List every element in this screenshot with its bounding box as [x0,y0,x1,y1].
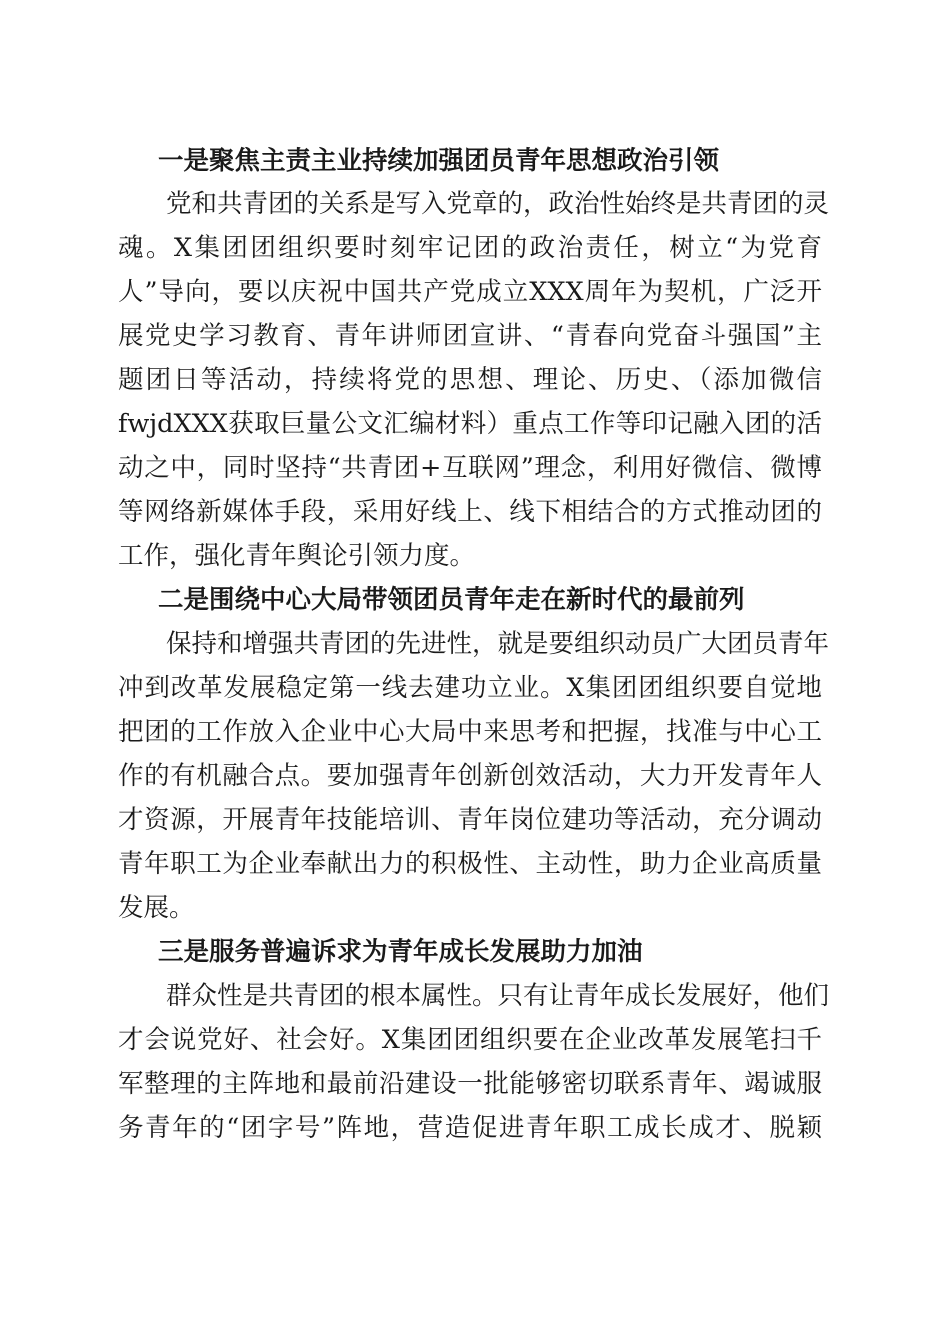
section-2-line-5: 才资源，开展青年技能培训、青年岗位建功等活动，充分调动 [118,805,822,835]
section-3-line-2: 才会说党好、社会好。X集团团组织要在企业改革发展笔扫千 [118,1025,822,1055]
section-3-heading: 三是服务普遍诉求为青年成长发展助力加油 [158,937,643,967]
section-1-line-8: 等网络新媒体手段，采用好线上、线下相结合的方式推动团的 [118,497,822,527]
section-1-heading: 一是聚焦主责主业持续加强团员青年思想政治引领 [158,146,720,176]
section-2-line-1: 保持和增强共青团的先进性，就是要组织动员广大团员青年 [166,629,830,659]
section-1-line-3: 人”导向，要以庆祝中国共产党成立XXX周年为契机，广泛开 [118,277,822,307]
section-2-line-4: 作的有机融合点。要加强青年创新创效活动，大力开发青年人 [118,761,822,791]
section-2-line-6: 青年职工为企业奉献出力的积极性、主动性，助力企业高质量 [118,849,822,879]
section-2-heading: 二是围绕中心大局带领团员青年走在新时代的最前列 [158,585,745,615]
section-2-line-3: 把团的工作放入企业中心大局中来思考和把握，找准与中心工 [118,717,822,747]
section-1-line-6: fwjdXXX获取巨量公文汇编材料）重点工作等印记融入团的活 [118,409,822,439]
section-1-line-5: 题团日等活动，持续将党的思想、理论、历史、（添加微信 [118,365,822,395]
section-3-line-3: 军整理的主阵地和最前沿建设一批能够密切联系青年、竭诚服 [118,1069,822,1099]
section-2-line-2: 冲到改革发展稳定第一线去建功立业。X集团团组织要自觉地 [118,673,822,703]
section-1-line-4: 展党史学习教育、青年讲师团宣讲、“青春向党奋斗强国”主 [118,321,822,351]
section-1-line-7: 动之中，同时坚持“共青团+互联网”理念，利用好微信、微博 [118,453,822,483]
section-3-line-1: 群众性是共青团的根本属性。只有让青年成长发展好，他们 [166,981,830,1011]
section-2-line-7: 发展。 [118,893,195,923]
section-3-line-4: 务青年的“团字号”阵地，营造促进青年职工成长成才、脱颖 [118,1113,822,1143]
section-1-line-1: 党和共青团的关系是写入党章的，政治性始终是共青团的灵 [166,189,830,219]
section-1-line-9: 工作，强化青年舆论引领力度。 [118,541,476,571]
section-1-line-2: 魂。X集团团组织要时刻牢记团的政治责任，树立“为党育 [118,233,822,263]
